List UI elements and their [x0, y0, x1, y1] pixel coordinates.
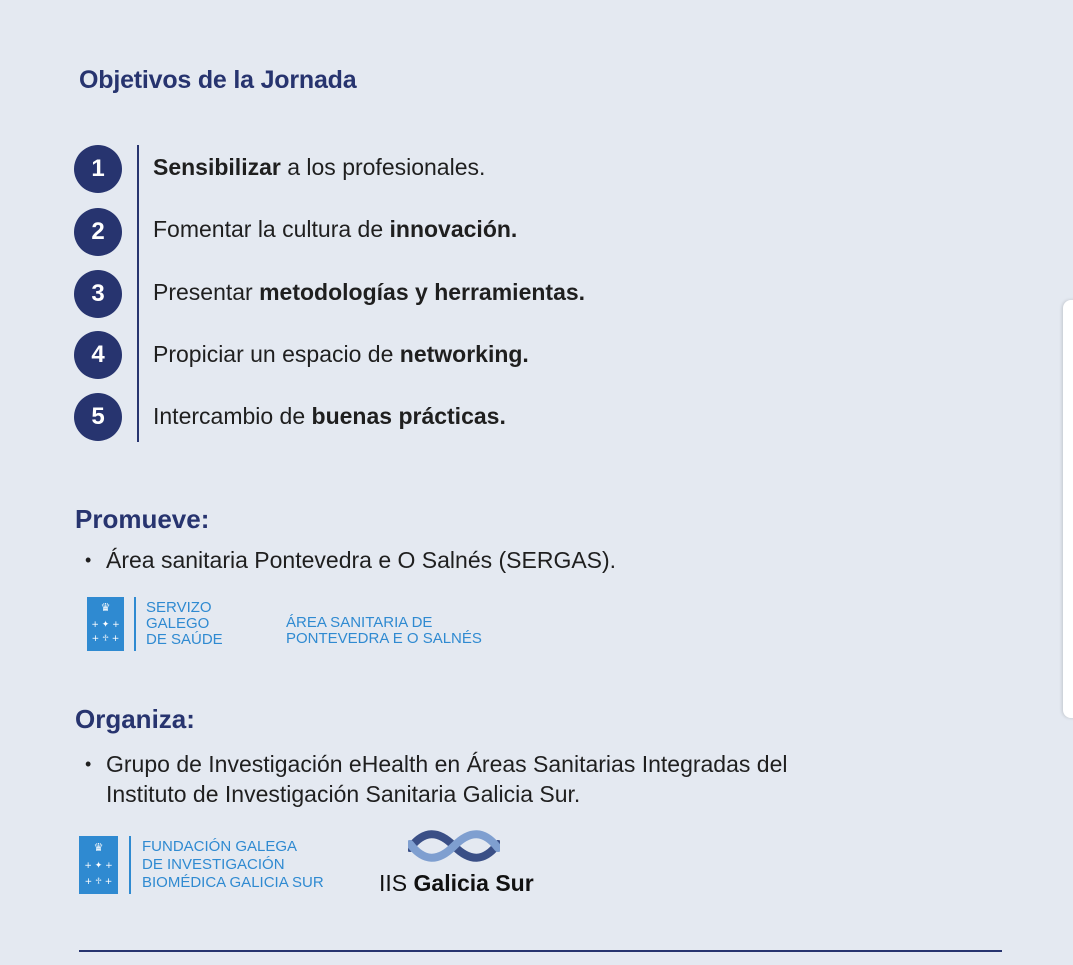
svg-text:+ ✦ +: + ✦ +: [84, 861, 113, 871]
objective-number: 4: [74, 331, 122, 379]
objective-text: Fomentar la cultura de: [153, 216, 390, 242]
section-title: Objetivos de la Jornada: [79, 66, 357, 94]
objective-item: [153, 402, 506, 430]
objective-text: Propiciar un espacio de: [153, 341, 400, 367]
iis-name: Galicia Sur: [413, 870, 534, 896]
objective-number: 5: [74, 393, 122, 441]
iis-galicia-sur-logo: [379, 870, 534, 897]
bullet: •: [85, 550, 92, 570]
objective-item: [153, 340, 529, 368]
objective-number: 3: [74, 270, 122, 318]
objective-item: [153, 153, 485, 181]
organiza-item-line2: Instituto de Investigación Sanitaria Galicia Sur.: [106, 781, 581, 807]
svg-text:+ ♱ +: + ♱ +: [91, 634, 120, 644]
objective-number: 2: [74, 208, 122, 256]
fundacion-logo-text: FUNDACIÓN GALEGA DE INVESTIGACIÓN BIOMÉDICA GALICIA SUR: [142, 838, 324, 891]
xunta-shield-icon: [87, 597, 124, 651]
svg-text:+ ✦ +: + ✦ +: [91, 620, 120, 630]
area-sanitaria-logo-text: ÁREA SANITARIA DE PONTEVEDRA E O SALNÉS: [286, 614, 482, 647]
svg-text:♛: ♛: [93, 841, 104, 854]
objective-text: Presentar: [153, 279, 260, 305]
sergas-logo-text: SERVIZO GALEGO DE SAÚDE: [146, 599, 223, 648]
bottom-divider: [79, 950, 1002, 952]
svg-text:♛: ♛: [100, 601, 111, 614]
promueve-heading: Promueve:: [75, 504, 210, 534]
svg-text:+ ♱ +: + ♱ +: [84, 877, 113, 887]
logo-divider: [129, 836, 131, 894]
objective-item: [153, 278, 585, 306]
bullet: •: [85, 754, 92, 774]
logo-divider: [134, 597, 136, 651]
iis-prefix: IIS: [379, 870, 414, 896]
objective-bold: metodologías y herramientas.: [259, 279, 586, 305]
objective-text: Intercambio de: [153, 403, 312, 429]
objective-bold: networking.: [399, 341, 529, 367]
objective-number: 1: [74, 145, 122, 193]
objective-bold: Sensibilizar: [153, 154, 281, 180]
edge-panel-handle[interactable]: [1063, 300, 1073, 718]
objective-item: [153, 215, 517, 243]
objective-text: a los profesionales.: [280, 154, 486, 180]
organiza-item-line1: Grupo de Investigación eHealth en Áreas Sanitarias Integradas del: [106, 751, 788, 777]
timeline-divider: [137, 145, 139, 442]
xunta-shield-icon: [79, 836, 118, 894]
iis-wave-logo-icon: [408, 828, 500, 864]
objective-bold: buenas prácticas.: [311, 403, 506, 429]
organiza-heading: Organiza:: [75, 704, 195, 734]
promueve-item: Área sanitaria Pontevedra e O Salnés (SERGAS).: [106, 547, 617, 573]
objective-bold: innovación.: [389, 216, 518, 242]
